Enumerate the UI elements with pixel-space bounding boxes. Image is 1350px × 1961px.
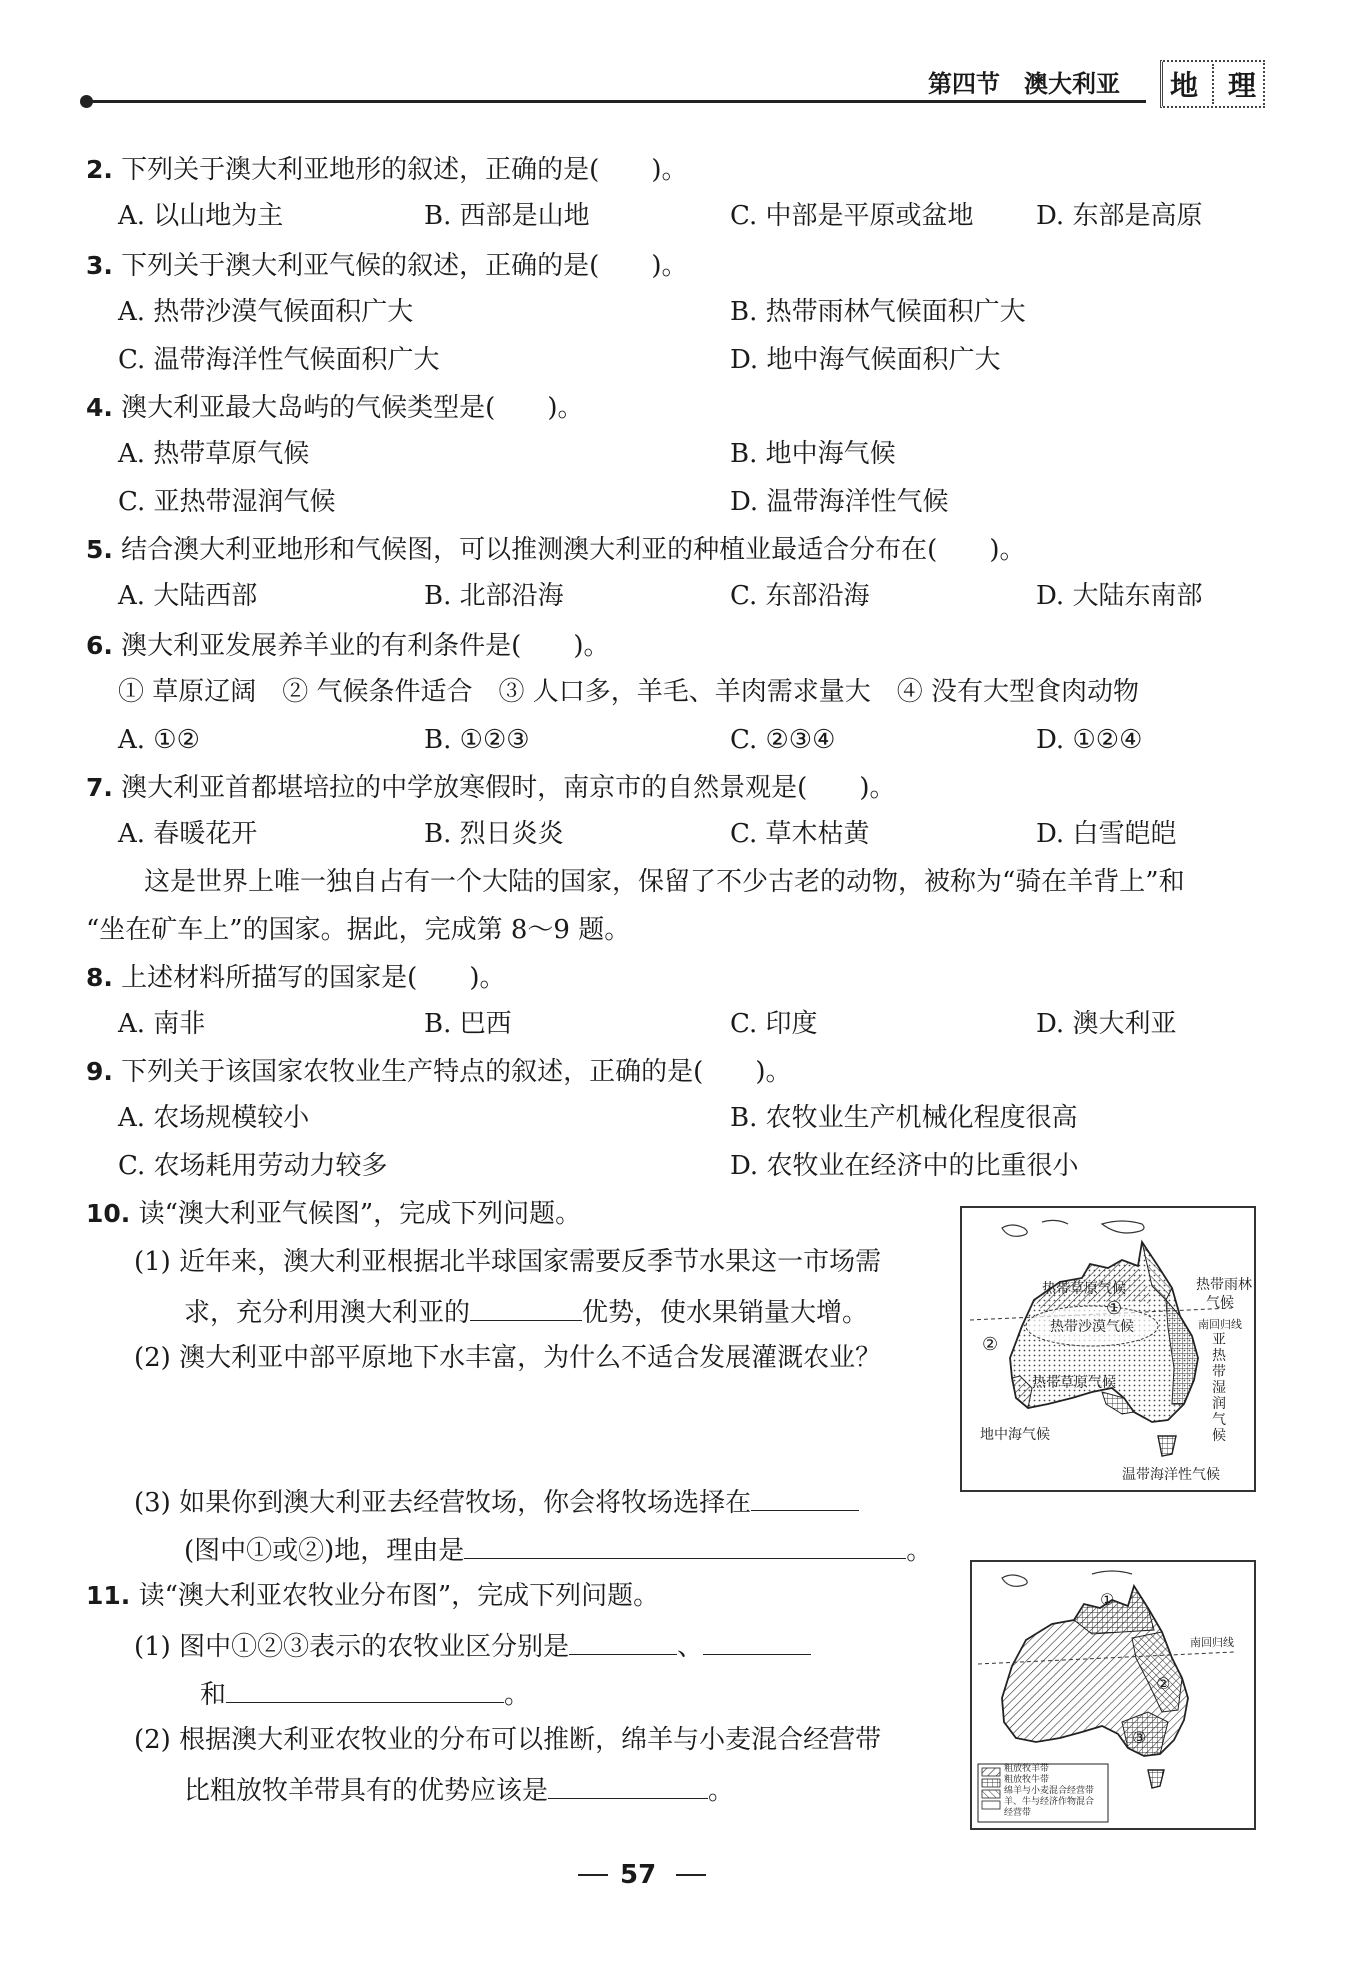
q10-part1-pre: 求，充分利用澳大利亚的: [184, 1298, 471, 1328]
q9-option-d: D. 农牧业在经济中的比重很小: [730, 1151, 1079, 1181]
q10-part3-pre: (3) 如果你到澳大利亚去经营牧场，你会将牧场选择在: [134, 1488, 752, 1518]
q7-option-b: B. 烈日炎炎: [424, 819, 564, 849]
q11-blank-advantage[interactable]: [548, 1772, 708, 1799]
label-subtropical-char: 候: [1212, 1428, 1226, 1444]
q4-option-c: C. 亚热带湿润气候: [118, 487, 336, 517]
q6-option-d: D. ①②④: [1036, 725, 1143, 755]
label-tropical-grassland-south: 热带草原气候: [1032, 1375, 1116, 1391]
q8-option-c: C. 印度: [730, 1009, 818, 1039]
q6-text: 澳大利亚发展养羊业的有利条件是( )。: [121, 631, 610, 661]
q2-number: 2.: [86, 155, 113, 184]
q10-part1-line1: (1) 近年来，澳大利亚根据北半球国家需要反季节水果这一市场需: [134, 1247, 882, 1277]
q11-stem: [86, 1580, 659, 1612]
q3-number: 3.: [86, 251, 113, 280]
q10-number: 10.: [86, 1199, 131, 1228]
q11-part2-line2: [184, 1772, 734, 1807]
marker-1: ①: [1106, 1298, 1123, 1319]
q10-part3-line2: [184, 1532, 932, 1567]
legend-item: 粗放牧牛带: [1004, 1775, 1050, 1785]
q8-text: 上述材料所描写的国家是( )。: [121, 963, 506, 993]
marker-2: ②: [982, 1334, 999, 1355]
q5-stem: [86, 534, 1025, 566]
label-tropical-rainforest: 热带雨林: [1196, 1277, 1252, 1293]
q11-part1-post: 。: [504, 1680, 531, 1710]
q3-option-d: D. 地中海气候面积广大: [730, 345, 1001, 375]
q5-option-d: D. 大陆东南部: [1036, 581, 1203, 611]
label-tropical-grassland-north: 热带草原气候: [1042, 1281, 1126, 1297]
q4-option-a: A. 热带草原气候: [118, 439, 310, 469]
q10-part3-post: 。: [906, 1536, 933, 1566]
legend-item: 绵羊与小麦混合经营带: [1004, 1786, 1095, 1796]
q9-number: 9.: [86, 1057, 113, 1086]
q7-number: 7.: [86, 773, 113, 802]
q10-blank-reason[interactable]: [464, 1532, 906, 1559]
q3-option-c: C. 温带海洋性气候面积广大: [118, 345, 440, 375]
q5-option-b: B. 北部沿海: [424, 581, 564, 611]
q5-text: 结合澳大利亚地形和气候图，可以推测澳大利亚的种植业最适合分布在( )。: [121, 535, 1026, 565]
q8-option-a: A. 南非: [118, 1009, 206, 1039]
q4-text: 澳大利亚最大岛屿的气候类型是( )。: [121, 393, 584, 423]
label-subtropical-char: 润: [1212, 1396, 1226, 1412]
label-temperate-oceanic: 温带海洋性气候: [1122, 1467, 1220, 1483]
subject-char-2: 理: [1212, 64, 1256, 104]
q10-blank-location[interactable]: [751, 1484, 859, 1511]
q2-stem: [86, 154, 687, 186]
q8-stem: [86, 962, 505, 994]
q7-option-c: C. 草木枯黄: [730, 819, 870, 849]
q2-option-a: A. 以山地为主: [118, 201, 284, 231]
q6-number: 6.: [86, 631, 113, 660]
q6-stem: [86, 630, 609, 662]
subject-char-1: 地: [1169, 69, 1198, 102]
label-tropical-desert: 热带沙漠气候: [1050, 1319, 1134, 1335]
legend-swatch: [982, 1779, 1000, 1787]
q7-option-a: A. 春暖花开: [118, 819, 258, 849]
climate-map: [960, 1206, 1256, 1492]
q6-option-a: A. ①②: [118, 725, 200, 755]
q10-part1-post: 优势，使水果销量大增。: [582, 1298, 869, 1328]
label-subtropical-char: 湿: [1212, 1380, 1226, 1396]
q6-option-b: B. ①②③: [424, 725, 530, 755]
island-shape: [1102, 1221, 1144, 1233]
island-shape: [1002, 1575, 1027, 1586]
q11-part2-pre: 比粗放牧羊带具有的优势应该是: [184, 1776, 549, 1806]
q8-option-b: B. 巴西: [424, 1009, 512, 1039]
q5-number: 5.: [86, 535, 113, 564]
tasmania-shape: [1148, 1770, 1164, 1788]
passage-line-1: 这是世界上唯一独自占有一个大陆的国家，保留了不少古老的动物，被称为“骑在羊背上”和: [144, 867, 1185, 897]
q8-option-d: D. 澳大利亚: [1036, 1009, 1177, 1039]
q7-text: 澳大利亚首都堪培拉的中学放寒假时，南京市的自然景观是( )。: [121, 773, 896, 803]
q10-part3-line1: [134, 1484, 859, 1519]
q11-part2-line1: (2) 根据澳大利亚农牧业的分布可以推断，绵羊与小麦混合经营带: [134, 1725, 882, 1755]
q9-stem: [86, 1056, 791, 1088]
label-tropical-rainforest-2: 气候: [1206, 1295, 1234, 1311]
label-subtropical-char: 热: [1212, 1348, 1226, 1364]
tasmania-shape: [1158, 1436, 1176, 1456]
q5-option-a: A. 大陆西部: [118, 581, 258, 611]
q8-number: 8.: [86, 963, 113, 992]
q4-option-b: B. 地中海气候: [730, 439, 896, 469]
q4-number: 4.: [86, 393, 113, 422]
q11-part1-and: 和: [200, 1680, 227, 1710]
q3-text: 下列关于澳大利亚气候的叙述，正确的是( )。: [121, 251, 688, 281]
island-shape: [1002, 1225, 1027, 1236]
label-subtropical-char: 亚: [1212, 1332, 1226, 1348]
q11-blank-2[interactable]: [703, 1628, 811, 1655]
q11-number: 11.: [86, 1581, 131, 1610]
q7-stem: [86, 772, 895, 804]
label-subtropical-char: 气: [1212, 1412, 1226, 1428]
page-number-dash-right: [676, 1874, 706, 1876]
q11-part1-line2: [200, 1676, 530, 1711]
legend-swatch: [982, 1801, 1000, 1809]
header-rule: [86, 100, 1146, 103]
island-shape: [1042, 1220, 1068, 1224]
q3-stem: [86, 250, 687, 282]
q9-option-c: C. 农场耗用劳动力较多: [118, 1151, 388, 1181]
q3-option-b: B. 热带雨林气候面积广大: [730, 297, 1026, 327]
q11-blank-3[interactable]: [226, 1676, 504, 1703]
q10-part1-line2: [184, 1294, 868, 1329]
q2-text: 下列关于澳大利亚地形的叙述，正确的是( )。: [121, 155, 688, 185]
q9-option-a: A. 农场规模较小: [118, 1103, 310, 1133]
island-shape: [1092, 1571, 1132, 1574]
q4-option-d: D. 温带海洋性气候: [730, 487, 949, 517]
q2-option-b: B. 西部是山地: [424, 201, 590, 231]
label-subtropical-vertical: [1212, 1332, 1230, 1444]
legend-item: 羊、牛与经济作物混合: [1004, 1797, 1095, 1807]
agri-legend: [1004, 1764, 1094, 1819]
q9-option-b: B. 农牧业生产机械化程度很高: [730, 1103, 1078, 1133]
agriculture-map: [970, 1560, 1256, 1830]
passage-line-2: “坐在矿车上”的国家。据此，完成第 8～9 题。: [86, 915, 631, 945]
q10-stem: [86, 1198, 581, 1230]
q11-part1-pre: (1) 图中①②③表示的农牧业区分别是: [134, 1632, 570, 1662]
q6-items: ① 草原辽阔 ② 气候条件适合 ③ 人口多，羊毛、羊肉需求量大 ④ 没有大型食肉动物: [118, 677, 1140, 707]
label-tropic-line: 南回归线: [1198, 1318, 1242, 1331]
subject-box: [1160, 60, 1265, 108]
q5-option-c: C. 东部沿海: [730, 581, 870, 611]
q11-part1-line1: [134, 1628, 811, 1663]
agri-label-tropic-line: 南回归线: [1190, 1636, 1234, 1649]
section-title: 第四节 澳大利亚: [928, 70, 1120, 98]
page-number-dash-left: [578, 1874, 608, 1876]
q6-option-c: C. ②③④: [730, 725, 836, 755]
q11-text: 读“澳大利亚农牧业分布图”，完成下列问题。: [138, 1581, 660, 1611]
label-mediterranean: 地中海气候: [980, 1427, 1050, 1443]
agri-marker-2: ②: [1156, 1674, 1171, 1693]
q4-stem: [86, 392, 583, 424]
climate-map-drawing: [962, 1208, 1254, 1490]
q10-part3-reason-pre: (图中①或②)地，理由是: [184, 1536, 465, 1566]
q2-option-d: D. 东部是高原: [1036, 201, 1203, 231]
label-subtropical-char: 带: [1212, 1364, 1226, 1380]
legend-swatch: [982, 1790, 1000, 1798]
q10-blank-advantage[interactable]: [470, 1294, 582, 1321]
q11-part2-post: 。: [708, 1776, 735, 1806]
q9-text: 下列关于该国家农牧业生产特点的叙述，正确的是( )。: [121, 1057, 792, 1087]
q11-blank-1[interactable]: [569, 1628, 677, 1655]
q3-option-a: A. 热带沙漠气候面积广大: [118, 297, 414, 327]
q10-text: 读“澳大利亚气候图”，完成下列问题。: [138, 1199, 582, 1229]
legend-swatch: [982, 1768, 1000, 1776]
legend-item: 粗放牧羊带: [1004, 1764, 1050, 1774]
legend-item: 经营带: [1004, 1808, 1032, 1818]
agri-marker-1: ①: [1100, 1590, 1115, 1609]
q7-option-d: D. 白雪皑皑: [1036, 819, 1177, 849]
q2-option-c: C. 中部是平原或盆地: [730, 201, 974, 231]
agri-marker-3: ③: [1132, 1728, 1147, 1747]
page-number: 57: [620, 1860, 657, 1890]
q10-part2: (2) 澳大利亚中部平原地下水丰富，为什么不适合发展灌溉农业？: [134, 1343, 882, 1373]
q11-part1-sep: 、: [677, 1632, 704, 1662]
